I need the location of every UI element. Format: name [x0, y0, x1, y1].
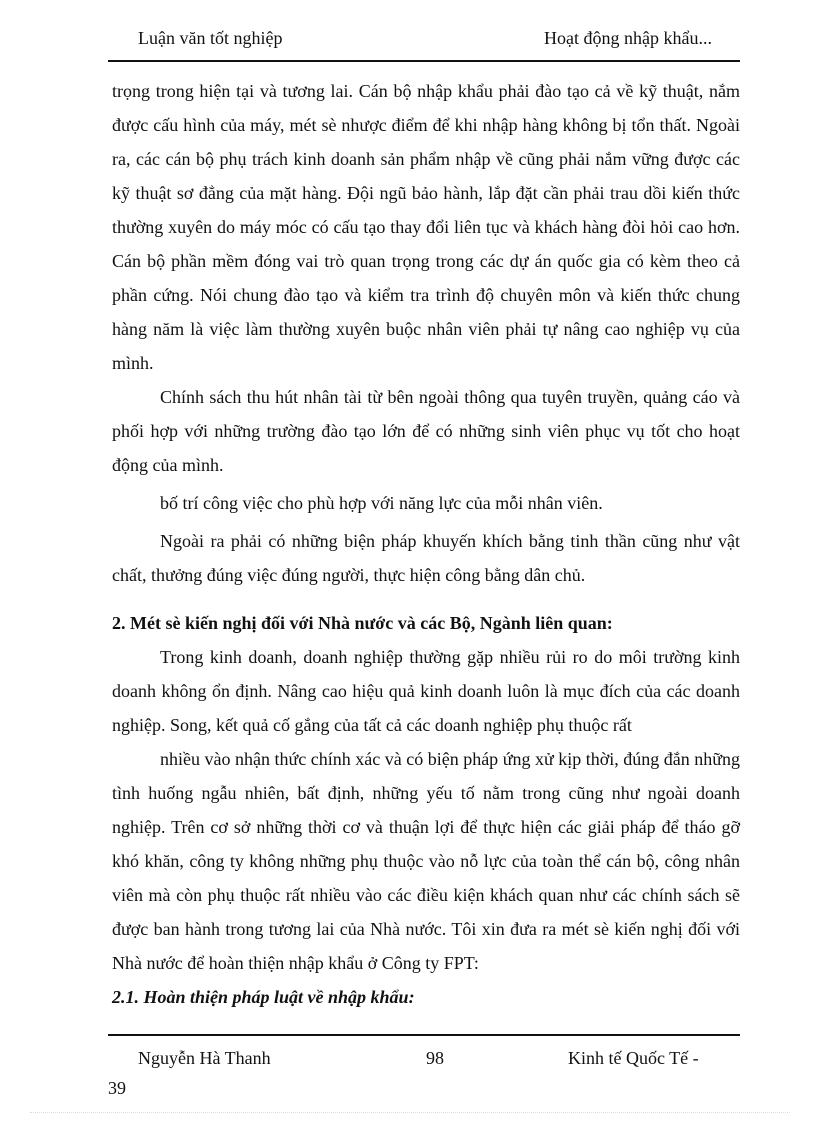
section-heading-2-1: 2.1. Hoàn thiện pháp luật về nhập khẩu:: [112, 987, 415, 1007]
section-heading-2: 2. Mét sè kiến nghị đối với Nhà nước và các Bộ, Ngành liên quan:: [112, 613, 613, 633]
footer-author: Nguyễn Hà Thanh: [138, 1048, 271, 1068]
footer-class-number: 39: [108, 1078, 126, 1098]
paragraph-job-assignment: bố trí công việc cho phù hợp với năng lực của mỗi nhân viên.: [160, 493, 603, 513]
document-body: [112, 74, 740, 1014]
page-header: [108, 28, 740, 58]
header-divider: [108, 60, 740, 62]
paragraph-training: trọng trong hiện tại và tương lai. Cán bộ nhập khẩu phải đào tạo cả về kỹ thuật, nắm được cấu hình của máy, mét sè nhược điểm để khi nhập hàng không bị tổn thất. Ngoài ra, các cán bộ phụ trách kinh doanh sản phẩm nhập về cũng phải nắm vững được các kỹ thuật sơ đẳng của mặt hàng. Đội ngũ bảo hành, lắp đặt cần phải trau dồi kiến thức thường xuyên do máy móc có cấu tạo thay đổi liên tục và khách hàng đòi hỏi cao hơn. Cán bộ phần mềm đóng vai trò quan trọng trong các dự án quốc gia có kèm theo cả phần cứng. Nói chung đào tạo và kiểm tra trình độ chuyên môn và kiến thức chung hàng năm là việc làm thường xuyên buộc nhân viên phải tự nâng cao nghiệp vụ của mình.: [112, 81, 740, 373]
page-footer: [108, 1048, 740, 1098]
page-edge-dots: [30, 1112, 790, 1113]
paragraph-talent-policy: Chính sách thu hút nhân tài từ bên ngoài thông qua tuyên truyền, quảng cáo và phối hợp với những trường đào tạo lớn để có những sinh viên phục vụ tốt cho hoạt động của mình.: [112, 387, 740, 475]
paragraph-business-risk: Trong kinh doanh, doanh nghiệp thường gặp nhiều rủi ro do môi trường kinh doanh không ổn định. Nâng cao hiệu quả kinh doanh luôn là mục đích của các doanh nghiệp. Song, kết quả cố gắng của tất cả các doanh nghiệp phụ thuộc rất: [112, 647, 740, 735]
footer-divider: [108, 1034, 740, 1036]
footer-department: Kinh tế Quốc Tế -: [568, 1048, 699, 1068]
paragraph-incentives: Ngoài ra phải có những biện pháp khuyến khích bằng tinh thần cũng như vật chất, thưởng đúng việc đúng người, thực hiện công bằng dân chủ.: [112, 531, 740, 585]
page-number: 98: [426, 1048, 444, 1068]
paragraph-recommendations: nhiều vào nhận thức chính xác và có biện pháp ứng xử kịp thời, đúng đắn những tình huống ngẫu nhiên, bất định, những yếu tố nằm trong cũng như ngoài doanh nghiệp. Trên cơ sở những thời cơ và thuận lợi để thực hiện các giải pháp để tháo gỡ khó khăn, công ty không những phụ thuộc vào nỗ lực của toàn thể cán bộ, công nhân viên mà còn phụ thuộc rất nhiều vào các điều kiện khách quan như các chính sách sẽ được ban hành trong tương lai của Nhà nước. Tôi xin đưa ra mét sè kiến nghị đối với Nhà nước để hoàn thiện nhập khẩu ở Công ty FPT:: [112, 749, 740, 973]
header-thesis-label: Luận văn tốt nghiệp: [138, 28, 283, 48]
header-chapter-label: Hoạt động nhập khẩu...: [544, 28, 712, 48]
